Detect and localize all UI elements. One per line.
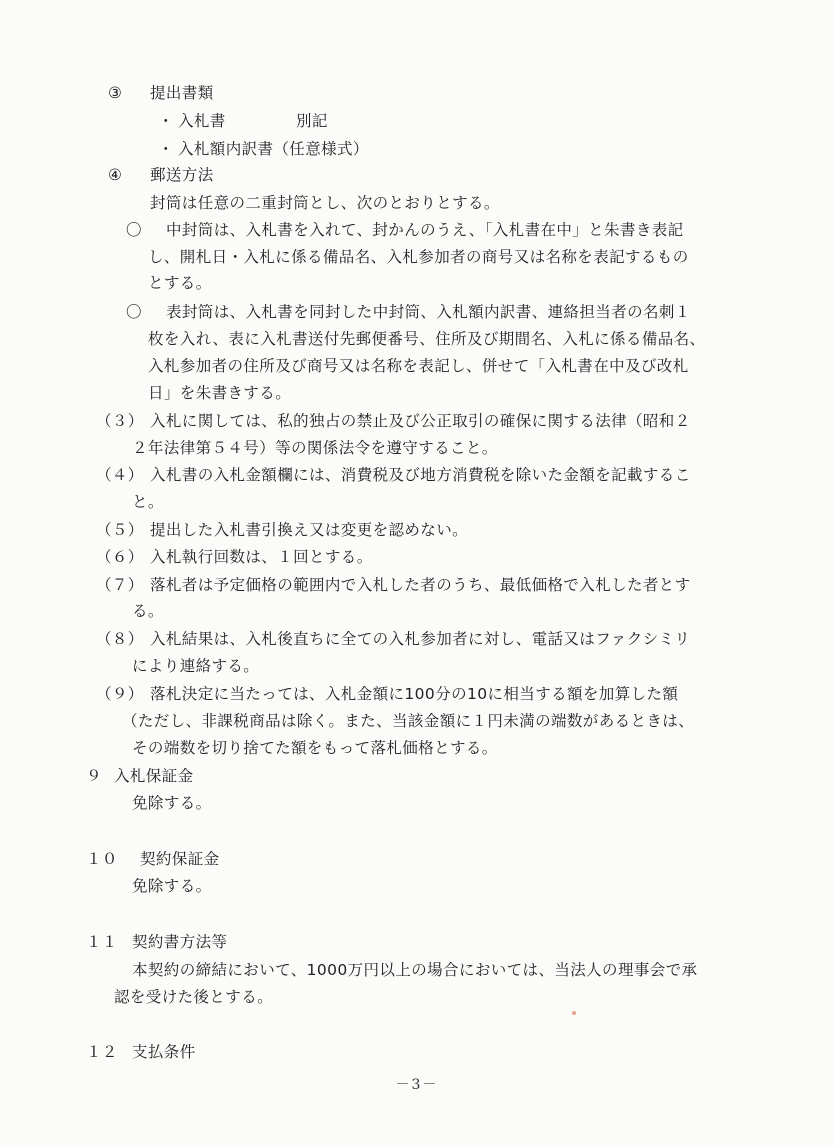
item-marker: （６） <box>96 548 144 566</box>
paragraph-line: る。 <box>132 602 164 620</box>
section-heading: 提出書類 <box>150 84 214 102</box>
item-marker: （３） <box>96 412 144 430</box>
paragraph-line: 入札執行回数は、１回とする。 <box>150 548 373 566</box>
section-number: １２ <box>86 1043 118 1061</box>
section-number: ９ <box>86 767 102 785</box>
section-heading: 郵送方法 <box>150 166 214 184</box>
section-number: １１ <box>86 933 118 951</box>
bullet-marker: ・ <box>158 112 174 130</box>
list-item-note: 別記 <box>296 112 328 130</box>
paragraph-line: 本契約の締結において、1000万円以上の場合においては、当法人の理事会で承 <box>132 961 698 979</box>
section-heading: 支払条件 <box>132 1043 196 1061</box>
paragraph-line: 入札結果は、入札後直ちに全ての入札参加者に対し、電話又はファクシミリ <box>150 630 691 648</box>
paragraph-line: 落札決定に当たっては、入札金額に100分の10に相当する額を加算した額 <box>150 685 679 703</box>
paragraph-line: 入札参加者の住所及び商号又は名称を表記し、併せて「入札書在中及び改札 <box>148 357 689 375</box>
section-heading: 契約書方法等 <box>132 933 228 951</box>
item-marker: （９） <box>96 685 144 703</box>
list-item: 入札書 <box>178 112 226 130</box>
paragraph-line: 入札に関しては、私的独占の禁止及び公正取引の確保に関する法律（昭和２ <box>150 412 691 430</box>
paragraph-line: 落札者は予定価格の範囲内で入札した者のうち、最低価格で入札した者とす <box>150 576 691 594</box>
item-marker: （７） <box>96 576 144 594</box>
section-heading: 契約保証金 <box>140 850 220 868</box>
bullet-marker: ・ <box>158 140 174 158</box>
circle-marker: 〇 <box>126 303 142 321</box>
paragraph-line: 免除する。 <box>132 877 212 895</box>
item-marker: ③ <box>108 84 123 102</box>
paragraph-line: その端数を切り捨てた額をもって落札価格とする。 <box>132 739 498 757</box>
paragraph-line: と。 <box>132 493 164 511</box>
section-heading: 入札保証金 <box>114 767 194 785</box>
item-marker: （５） <box>96 521 144 539</box>
section-number: １０ <box>86 850 118 868</box>
paragraph-line: 認を受けた後とする。 <box>114 988 274 1006</box>
page-number: －3－ <box>395 1077 439 1093</box>
paragraph-line: ２年法律第５４号）等の関係法令を遵守すること。 <box>132 439 498 457</box>
item-marker: （４） <box>96 466 144 484</box>
paragraph-line: 提出した入札書引換え又は変更を認めない。 <box>150 521 469 539</box>
paragraph-line: 日」を朱書きする。 <box>148 384 292 402</box>
paragraph-line: とする。 <box>148 274 212 292</box>
paragraph-line: 入札書の入札金額欄には、消費税及び地方消費税を除いた金額を記載するこ <box>150 466 691 484</box>
paragraph-line: 中封筒は、入札書を入れて、封かんのうえ、「入札書在中」と朱書き表記 <box>166 221 684 239</box>
scan-speck <box>572 1011 576 1015</box>
item-marker: （８） <box>96 630 144 648</box>
item-marker: ④ <box>108 166 123 184</box>
paragraph-line: 表封筒は、入札書を同封した中封筒、入札額内訳書、連絡担当者の名刺１ <box>166 303 691 321</box>
paragraph-line: 免除する。 <box>132 794 212 812</box>
paragraph-line: （ただし、非課税商品は除く。また、当該金額に１円未満の端数があるときは、 <box>122 712 695 730</box>
paragraph-line: し、開札日・入札に係る備品名、入札参加者の商号又は名称を表記するもの <box>148 248 689 266</box>
paragraph-line: により連絡する。 <box>132 657 260 675</box>
circle-marker: 〇 <box>126 221 142 239</box>
paragraph-line: 枚を入れ、表に入札書送付先郵便番号、住所及び期間名、入札に係る備品名、 <box>148 330 706 348</box>
paragraph-line: 封筒は任意の二重封筒とし、次のとおりとする。 <box>150 194 500 212</box>
list-item: 入札額内訳書（任意様式） <box>178 140 369 158</box>
